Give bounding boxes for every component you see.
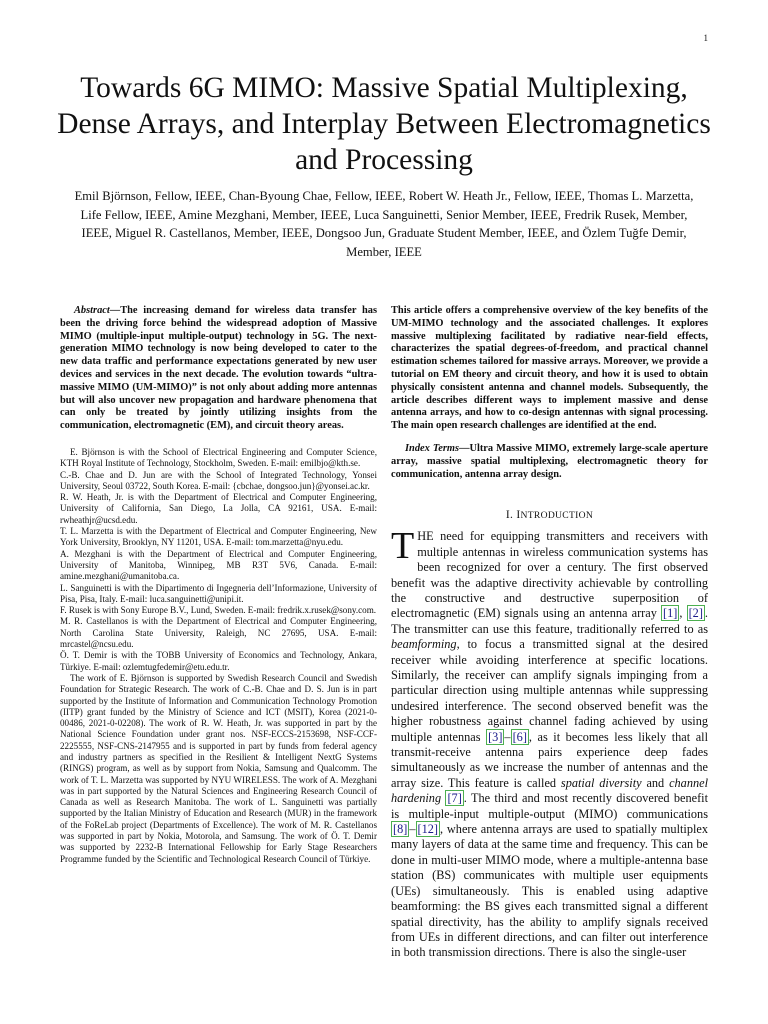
intro-paragraph bbox=[391, 525, 709, 960]
funding-note: The work of E. Björnson is supported by Swedish Research Council and Swedish Foundation for Strategic Research. The work of C.-B. Chae and D. S. Jun is in part supported by the Institute of Information and Communication Technology Promotion (IITP) grant funded by the Ministry of Science and ICT (MSIT), Korea (2021-0-00486, 2021-0-02208). The work of R. W. Heath, Jr. was supported in part by the National Science Foundation under grant nos. NSF-ECCS-2153698, NSF-CCF-2225555, NSF-CNS-2147955 and is supported in part by funds from federal agency and industry partners as specified in the Resilient & Intelligent NextG Systems (RINGS) program, as well as by support from Nokia, Samsung and Qualcomm. The work of T. L. Marzetta was supported by NYU WIRELESS. The work of A. Mezghani was in part supported by the Natural Sciences and Engineering Research Council of Canada as well as Research Manitoba. The work of L. Sanguinetti was partially supported by the Italian Ministry of Education and Research (MUR) in the framework of the FoReLab project (Departments of Excellence). The work of M. R. Castellanos was supported in part by Nokia, Motorola, and Samsung. The work of Ö. T. Demir was supported by 2232-B International Fellowship for Early Stage Researchers Programme funded by the Scientific and Technological Research Council of Türkiye. bbox=[60, 672, 377, 864]
intro-text: , bbox=[679, 606, 687, 621]
intro-emphasis: spatial diversity bbox=[560, 775, 642, 790]
index-terms: Index Terms—Ultra Massive MIMO, extremely large-scale aperture array, massive spatial multiplexing, electromagnetic theory for communication, antenna array design. bbox=[391, 442, 708, 480]
intro-text: – bbox=[409, 822, 416, 837]
citation-link[interactable]: [3] bbox=[488, 729, 503, 744]
citation-link[interactable]: [1] bbox=[663, 606, 678, 621]
footnote-sanguinetti: L. Sanguinetti is with the Dipartimento di Ingegneria dell’Informazione, University of Pisa, Pisa, Italy. E-mail: luca.sanguinetti@unipi.it. bbox=[60, 582, 377, 604]
footnote-castellanos: M. R. Castellanos is with the Department of Electrical and Computer Engineering, North Carolina State University, Raleigh, NC 27695, USA. E-mail: mrcastel@ncsu.edu. bbox=[60, 616, 377, 650]
intro-text: . The third and most recently discovered benefit is multiple-input multiple-output (MIMO) communications bbox=[391, 791, 709, 821]
section-title-initial: I bbox=[516, 509, 521, 522]
intro-text: , to focus a transmitted signal at the desired receiver while avoiding interference at specific locations. Similarly, the receiver can amplify signals impinging from a particular direction using multiple antennas while suppressing undesired interference. The second observed benefit was the higher robustness against channel fading achieved by using multiple antennas bbox=[391, 637, 708, 744]
intro-text: HE need for equipping transmitters and receivers with multiple antennas in wireless communication systems has been recognized for over a century. The first observed benefit was the adaptive directivity achievable by controlling the constructive and destructive superposition of electromagnetic (EM) signals using an antenna array bbox=[391, 529, 708, 621]
abstract-text: The increasing demand for wireless data transfer has been the driving force behind the widespread adoption of Massive MIMO (multiple-input multiple-output) technology in 5G. The next-generation MIMO technology is now being developed to cater to the new data traffic and performance expectations generated by new user devices and services in the next decade. The evolution towards “ultra-massive MIMO (UM-MIMO)” is not only about adding more antennas but will also uncover new propagation and hardware phenomena that can only be treated by jointly utilizing insights from the communication, electromagnetic (EM), and circuit theory areas. bbox=[60, 305, 377, 432]
section-number: I. bbox=[505, 509, 514, 522]
intro-text: . The transmitter can use this feature, traditionally referred to as bbox=[391, 606, 708, 636]
citation-link[interactable]: [8] bbox=[393, 822, 408, 837]
author-list: Emil Björnson, Fellow, IEEE, Chan-Byoung Chae, Fellow, IEEE, Robert W. Heath Jr., Fellow, IEEE, Thomas L. Marzetta, Life Fellow, IEEE, Amine Mezghani, Member, IEEE, Luca Sanguinetti, Senior Member, IEEE, Fredrik Rusek, Member, IEEE, Miguel R. Castellanos, Member, IEEE, Dongsoo Jun, Graduate Student Member, IEEE, and Özlem Tuğfe Demir, Member, IEEE bbox=[74, 189, 694, 259]
abstract: Abstract—The increasing demand for wireless data transfer has been the driving force behind the widespread adoption of Massive MIMO (multiple-input multiple-output) technology in 5G. The next-generation MIMO technology is now being developed to cater to the new data traffic and performance expectations generated by new user devices and services in the next decade. The evolution towards “ultra-massive MIMO (UM-MIMO)” is not only about adding more antennas but will also uncover new propagation and hardware phenomena that can only be treated by jointly utilizing insights from the communication, electromagnetic (EM), and circuit theory areas. bbox=[60, 305, 377, 432]
citation-link[interactable]: [6] bbox=[512, 729, 527, 744]
footnote-bjornson: E. Björnson is with the School of Electrical Engineering and Computer Science, KTH Royal Institute of Technology, Stockholm, Sweden. E-mail: emilbjo@kth.se. bbox=[60, 446, 377, 469]
intro-text: – bbox=[504, 729, 511, 744]
footnote-mezghani: A. Mezghani is with the Department of Electrical and Computer Engineering, University of Manitoba, Winnipeg, MB R3T 5V6, Canada. E-mail: amine.mezghani@umanitoba.ca. bbox=[60, 548, 377, 582]
footnote-demir: Ö. T. Demir is with the TOBB University of Economics and Technology, Ankara, Türkiye. E-mail: ozlemtugfedemir@etu.edu.tr. bbox=[60, 650, 377, 672]
footnote-chae-jun: C.-B. Chae and D. Jun are with the School of Integrated Technology, Yonsei University, Seoul 03722, South Korea. E-mail: {cbchae, dongsoo.jun}@yonsei.ac.kr. bbox=[60, 469, 377, 491]
index-terms-label: Index Terms bbox=[405, 442, 460, 454]
intro-emphasis: beamforming bbox=[391, 637, 457, 652]
citation-link[interactable]: [2] bbox=[688, 606, 703, 621]
footnote-marzetta: T. L. Marzetta is with the Department of Electrical and Computer Engineering, New York University, Brooklyn, NY 11201, USA. E-mail: tom.marzetta@nyu.edu. bbox=[60, 526, 377, 548]
citation-link[interactable]: [12] bbox=[417, 822, 438, 837]
drop-cap: T bbox=[391, 525, 415, 568]
section-heading bbox=[391, 509, 708, 521]
intro-text: and bbox=[641, 775, 670, 790]
intro-text: , where antenna arrays are used to spatially multiplex many layers of data at the same time and frequency. This can be done in multi-user MIMO mode, where a multiple-antenna base station (BS) communicates with multiple user equipments (UEs) simultaneously. This is enabled using adaptive beamforming: the BS gives each transmitted signal a different spatial directivity, has the ability to amplify signals received from UEs in different directions, and can filter out interference in both transmission directions. There is also the single-user bbox=[391, 822, 708, 960]
footnotes bbox=[60, 447, 377, 865]
footnote-heath: R. W. Heath, Jr. is with the Department of Electrical and Computer Engineering, University of California, San Diego, La Jolla, CA 92161, USA. E-mail: rwheathjr@ucsd.edu. bbox=[60, 492, 377, 525]
left-column bbox=[60, 305, 377, 865]
footnote-rusek: F. Rusek is with Sony Europe B.V., Lund, Sweden. E-mail: fredrik.x.rusek@sony.com. bbox=[60, 605, 377, 616]
abstract-continued: This article offers a comprehensive overview of the key benefits of the UM-MIMO technology and the associated challenges. It explores massive multiplexing facilitated by radiative near-field effects, characterizes the spatial degrees-of-freedom, and practical channel estimation schemes tailored for massive arrays. Moreover, we provide a tutorial on EM theory and circuit theory, and how it is used to obtain physically consistent antenna and channel models. Subsequently, the article describes different ways to implement massive and dense antenna arrays, and how to co-design antennas with signal processing. The main open research challenges are identified at the end. bbox=[391, 305, 708, 432]
section-title-rest: NTRODUCTION bbox=[520, 510, 594, 522]
intro-emphasis: channel hardening bbox=[391, 775, 708, 806]
paper-title: Towards 6G MIMO: Massive Spatial Multiplexing, Dense Arrays, and Interplay Between Electromagnetics and Processing bbox=[57, 72, 711, 176]
intro-text: , as it becomes less likely that all transmit-receive antenna pairs experience deep fades simultaneously as we increase the number of antennas and the array size. This feature is called bbox=[391, 729, 709, 790]
page-number: 1 bbox=[703, 33, 708, 43]
right-column bbox=[391, 305, 708, 961]
index-terms-text: Ultra Massive MIMO, extremely large-scale aperture array, massive spatial multiplexing, electromagnetic theory for communication, antenna array design. bbox=[391, 442, 708, 480]
abstract-label: Abstract bbox=[74, 305, 110, 316]
citation-link[interactable]: [7] bbox=[447, 791, 462, 806]
